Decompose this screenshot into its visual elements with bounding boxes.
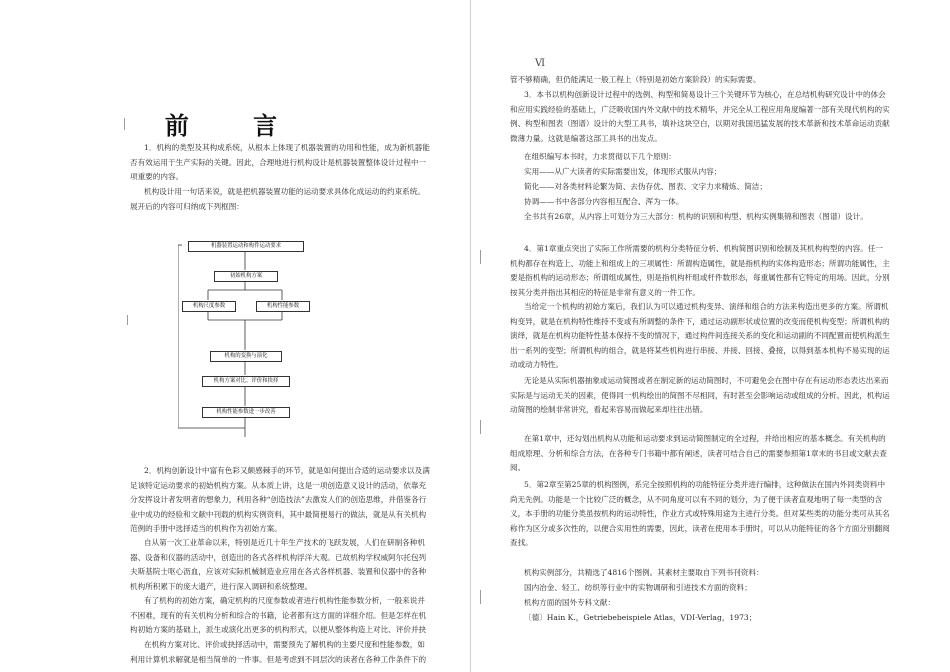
- left-page: [0, 0, 470, 672]
- paragraph: 简化——对各类材料论繁为简、去伪存优、图表、文字力求精炼、简洁；: [524, 182, 767, 191]
- paragraph: 3．本书以机构创新设计过程中的选例、构型和简易设计三个关键环节为核心，在总结机构研究设计中的体会和应用实践经验的基础上，广泛吸收国内外文献中的技术精华，并完全从工程应用角度编著一部有关现代机构的实例、构型和图表（图谱）设计的大型工具书，填补这块空白，以期对我国迅猛发展的技术革新和技术革命运动贡献微薄力量。这就是编著这部工具书的出发点。: [510, 90, 890, 143]
- paragraph: 有了机构的初始方案，确定机构的尺度参数或者进行机构性能参数分析，一般来说并不困难，现有的有关机构分析和综合的书籍，论者都有这方面的详细介绍。但是怎样在机构初始方案的基础上，派生或演化出更多的机构形式，以便从整体构造上对比、评价并抉: [130, 596, 427, 634]
- paragraph: 〔德〕Hain K.，Getriebebeispiele Atlas，VDI-Verlag，1973；: [524, 613, 757, 622]
- paragraph: 全书共有26章，从内容上可划分为三大部分：机构的识别和构型、机构实例集锦和图表（图谱）设计。: [524, 212, 868, 221]
- flow-box-evaluation: 机构方案对比、评价和抉择: [202, 376, 290, 387]
- paragraph: 当给定一个机构的初始方案后，我们认为可以通过机构变异、演绎和组合的方法来构造出更多的方案。所谓机构变异，就是在机构特性维持不变或有所调整的条件下，通过运动副形状或位置的改变而使机构变型；所谓机构的演绎，就是在机构功能特性基本保持不变的情况下，通过构件间连接关系的变化和运动副的不同配置而使机构派生出一系列的变型；所谓机构的组合，就是将某些机构进行串接、并接、回接、叠接，以得到基本机构不易实现的运动或动力特性。: [510, 302, 890, 369]
- paragraph: 在机构方案对比、评价或抉择活动中，需要预先了解机构的主要尺度和性能参数，如利用计算机求解就是相当简单的一件事。但是考虑到不同层次的读者在各种工作条件下的: [130, 640, 427, 664]
- margin-mark: [480, 250, 481, 264]
- margin-mark: [127, 315, 128, 325]
- paragraph: 无论是从实际机器抽象或运动简图或者在制定新的运动简图时，不可避免会在图中存在有运动形态表达出来而实际是与运动无关的因素，使得同一机构绘出的简图不尽相同，有时甚至会影响运动或组成的分析。因此，机构运动简图的绘制非常讲究，看起来容易而做起来却往往出错。: [510, 376, 890, 414]
- paragraph: 机构方面的国外专科文献：: [524, 598, 616, 607]
- flow-box-improvement: 机构性能参数进一步改善: [202, 407, 290, 418]
- flowchart: [178, 240, 312, 454]
- margin-mark: [124, 118, 125, 130]
- paragraph: 在组织编写本书时，力求贯彻以下几个原则：: [524, 152, 676, 161]
- paragraph: 自从第一次工业革命以来，特别是近几十年生产技术的飞跃发展，人们在研制各种机器、设备和仪器的活动中，创造出的各式各样机构浮洋大观。已故机构学权威阿尔托包列夫斯基院士呕心沥血，应该对实际机械制造业应用在各式各样机器、装置和仪器中的各种机构所积累下的庞大遗产，进行深入调研和系统整理。: [130, 538, 427, 591]
- flow-box-performance-params: 机构性能参数: [256, 301, 310, 312]
- flow-box-scale-params: 机构尺度参数: [182, 301, 236, 312]
- paragraph: 1．机构的类型及其构成系统，从根本上体现了机器装置的功用和性能，成为新机器能否有效运用于生产实际的关键。因此，合理地进行机构设计是机器装置整体设计过程中一项重要的内容。: [130, 143, 430, 181]
- flow-box-initial-scheme: 初始机构方案: [214, 271, 278, 282]
- page-title: 前 言: [164, 111, 306, 140]
- flow-box-transformation: 机构的变换与演化: [210, 351, 282, 362]
- paragraph: 在第1章中，还勾划出机构从功能和运动要求到运动简图制定的全过程，并给出相应的基本概念。有关机构的组成原理、分析和综合方法，在各种专门书籍中都有阐述，读者可结合自己的需要参照第1章末的书目或文献去查阅。: [510, 434, 887, 472]
- paragraph: 协调——书中各部分内容相互配合、浑为一体。: [524, 197, 684, 206]
- paragraph: 机构设计用一句话来说，就是把机器装置功能的运动要求具体化成运动的约束系统。展开后的内容可归纳成下列框图：: [130, 187, 425, 211]
- page-number: Ⅵ: [535, 58, 546, 69]
- margin-mark: [480, 420, 481, 434]
- paragraph: 5．第2章至第25章的机构图例，系完全按照机构的功能特征分类并进行编排，这种做法在国内外同类资料中尚无先例。功能是一个比较广泛的概念，从不同角度可以有不同的划分，为了便于读者直观地明了每一类型的含义，本手册的功能分类虽按机构的运动特性，作业方式或特殊用途为主进行分类。但对某些类的功能分类可从其名称作为区分或多次性的，以便合实用性的需要，因此，读者在使用本手册时，可以从功能特征的各个方面分别翻阅查找。: [510, 480, 890, 547]
- paragraph: 机构实例部分，共精选了4816个图例。其素材主要取自下列书刊资料：: [524, 568, 764, 577]
- paragraph: 4．第1章重点突出了实际工作所需要的机构分类特征分析、机构简图识别和绘制及其机构构型的内容。任一机构都存在构造上、功能上和组成上的三项属性：所谓构造属性，就是指机构的实体构造形态；所谓功能属性，主要是指机构的运动形态；所谓组成属性，则是指机构杆组或杆件数形态，每重属性都有它特定的用场。因此，分别按其分类并指出其相应的特征是非常有意义的一件工作。: [510, 244, 890, 297]
- flow-box-requirements: 机器装置运动和构件运动要求: [188, 241, 304, 252]
- paragraph: 国内冶金、轻工、纺织等行业中的实物调研和引进技术方面的资料；: [524, 583, 752, 592]
- margin-mark: [480, 590, 481, 604]
- paragraph: 2．机构创新设计中富有色彩又颇感棘手的环节，就是如何提出合适的运动要求以及满足该特定运动要求的初始机构方案。从本质上讲，这是一项创造意义设计的活动，依靠充分发挥设计者发明者的想象力，利用各种“创造技法”去激发人们的创造思维，并借鉴各行业中成功的经验和文献中刊载的机构实例资料，其中最简便易行的做法，就是从有关机构范例的手册中选择适当的机构作为初始方案。: [130, 466, 430, 533]
- paragraph: 管不够精确，但仍能满足一般工程上（特别是初始方案阶段）的实际需要。: [510, 75, 761, 84]
- paragraph: 实用——从广大读者的实际需要出发，体现形式服从内容；: [524, 167, 722, 176]
